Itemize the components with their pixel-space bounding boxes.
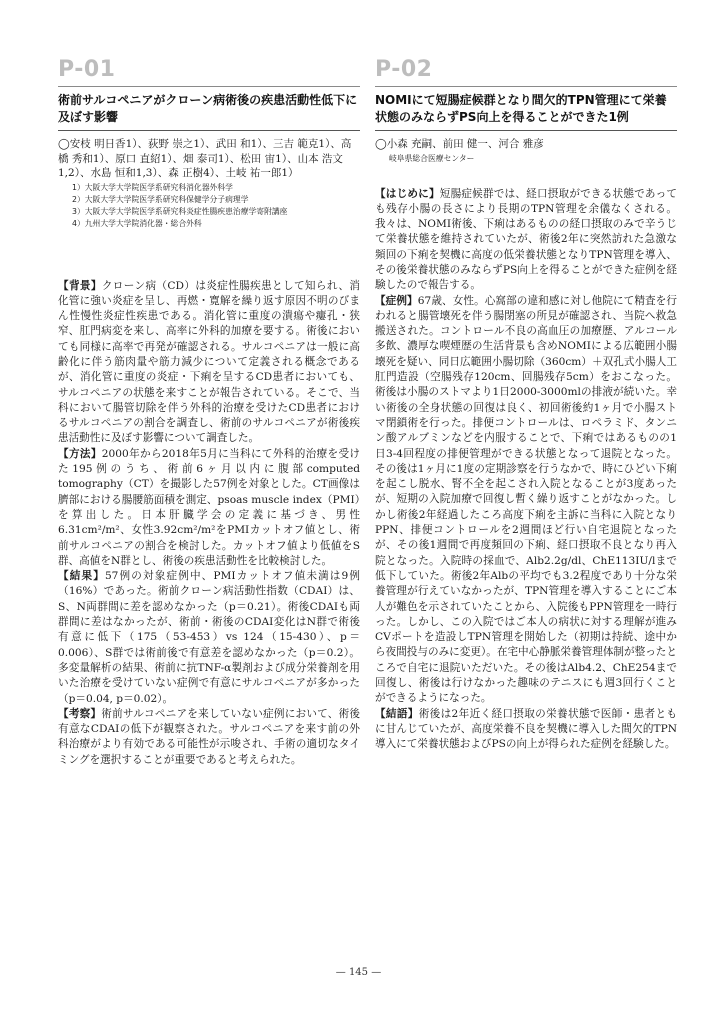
section-text: クローン病（CD）は炎症性腸疾患として知られ、消化管に強い炎症を呈し、再燃・寛解を繰り返す原因不明のびまん性慢性炎症性疾患である。消化管に重度の潰瘍や瘻孔・狭窄、肛門病変を来し、高率に外科的加療を要する。術後においても同様に高率で再発が確認される。サルコペニアは一般に高齢化に伴う筋肉量や筋力減少について定義される概念であるが、消化管に重度の炎症・下痢を呈するCD患者においても、サルコペニアの状態を来すことが報告されている。そこで、当科において腸管切除を伴う外科的治療を受けたCD患者におけるサルコペニアの割合を調査し、術前のサルコペニアが術後疾患活動性に及ぼす影響について調査した。: [58, 279, 360, 445]
section-label: 【背景】: [58, 279, 102, 292]
affiliation: 岐阜県総合医療センター: [389, 153, 475, 163]
code-divider: [375, 86, 677, 87]
title-divider: [58, 130, 360, 131]
abstract-body: [375, 187, 677, 753]
section-label: 【症例】: [375, 294, 418, 307]
section-label: 【はじめに】: [375, 187, 440, 200]
section-text: 57例の対象症例中、PMIカットオフ値未満は9例（16%）であった。術前クローン病活動性指数（CDAI）は、S、N両群間に差を認めなかった（p＝0.21）。術後CDAIも両群間に差はなかったが、術前・術後のCDAI変化はN群で術後有意に低下（175（53-453）vs 124（15-430）、p＝0.006）、S群では術前後で有意差を認めなかった（p＝0.2）。多変量解析の結果、術前に抗TNF-α製剤および成分栄養剤を用いた治療を受けていない症例で有意にサルコペニアが多かった（p＝0.04, p＝0.02）。: [58, 570, 361, 705]
author-list: ◯小森 充嗣、前田 健一、河合 雅彦: [375, 138, 544, 150]
abstract-p02: [375, 58, 677, 752]
section-label: 【方法】: [58, 447, 102, 460]
code-divider: [58, 86, 360, 87]
affiliation: 2）大阪大学大学院医学系研究科保健学分子病理学: [72, 194, 249, 204]
section-text: 2000年から2018年5月に当科にて外科的治療を受けた195例のうち、術前6ヶ月以内に腹部computed tomography（CT）を撮影した57例を対象とした。CT画像は臍部における腸腰筋面積を測定、psoas muscle index（PMI）を算出した。日本肝臓学会の定義に基づき、男性6.31cm²/m²、女性3.92cm²/m²をPMIカットオフ値とし、術前サルコペニアの割合を検討した。カットオフ値より低値をS群、高値をN群とし、術後の疾患活動性を比較検討した。: [58, 447, 361, 567]
title-divider: [375, 130, 677, 131]
affiliation: 3）大阪大学大学院医学系研究科炎症性腸疾患治療学寄附講座: [72, 206, 288, 216]
section-label: 【結語】: [375, 707, 419, 720]
abstract-code: P-01: [58, 57, 116, 82]
abstract-title: 術前サルコペニアがクローン病術後の疾患活動性低下に及ぼす影響: [58, 93, 358, 124]
affiliation: 4）九州大学大学院消化器・総合外科: [72, 218, 202, 228]
abstract-p01: [58, 58, 360, 768]
abstract-body: [58, 279, 360, 769]
page-number: — 145 —: [335, 967, 382, 978]
affiliation-list: [375, 153, 677, 165]
section-text: 67歳、女性。心窩部の違和感に対し他院にて精査を行われると腸管壊死を伴う腸閉塞の所見が確認され、当院へ救急搬送された。コントロール不良の高血圧の加療歴、アルコール多飲、濃厚な喫煙歴の生活背景も含めNOMIによる広範囲小腸壊死を疑い、同日広範囲小腸切除（360cm）＋双孔式小腸人工肛門造設（空腸残存120cm、回腸残存5cm）をおこなった。術後は小腸のストマより1日2000-3000mlの排液が続いた。幸い術後の全身状態の回復は良く、初回術後約1ヶ月で小腸ストマ閉鎖術を行った。排便コントロールは、ロペラミド、タンニン酸アルブミンなどを内服することで、下痢ではあるものの1日3-4回程度の排便管理ができる状態となって退院となった。その後は1ヶ月に1度の定期診察を行うなかで、時にひどい下痢を起こし脱水、腎不全を起こされ入院となることが3度あったが、短期の入院加療で回復し暫く繰り返すことがなかった。しかし術後2年経過したころ高度下痢を主訴に当科に入院となりPPN、排便コントロールを2週間ほど行い自宅退院となったが、その後1週間で再度頻回の下痢、経口摂取不良となり再入院となった。入院時の採血で、Alb2.2g/dl、ChE113IU/lまで低下していた。術後2年Albの平均でも3.2程度であり十分な栄養管理が行えていなかったが、TPN管理を導入することにご本人が難色を示されていたことから、入院後もPPN管理を一時行った。しかし、この入院ではご本人の病状に対する理解が進みCVポートを造設しTPN管理を開始した（初期は持続、途中から夜間投与のみに変更）。在宅中心静脈栄養管理体制が整ったところで自宅に退院いただいた。その後はAlb4.2、ChE254まで回復し、術後は行けなかった趣味のテニスにも週3回行くことができるようになった。: [375, 294, 678, 705]
abstract-title: NOMIにて短腸症候群となり間欠的TPN管理にて栄養状態のみならずPS向上を得ることができた1例: [375, 93, 667, 124]
affiliation: 1）大阪大学大学院医学系研究科消化器外科学: [72, 182, 233, 192]
abstract-code: P-02: [375, 57, 433, 82]
section-text: 術前サルコペニアを来していない症例において、術後有意なCDAIの低下が観察された。サルコペニアを来す前の外科治療がより有効である可能性が示唆され、手術の適切なタイミングを選択することが重要であると考えられた。: [58, 707, 360, 766]
section-results: [58, 569, 360, 707]
section-discussion: [58, 707, 360, 768]
section-label: 【考察】: [58, 707, 102, 720]
section-conclusion: [375, 707, 677, 753]
section-case: [375, 294, 677, 707]
affiliation-list: [58, 182, 360, 230]
section-background: [58, 279, 360, 447]
section-text: 短腸症候群では、経口摂取ができる状態であっても残存小腸の長さにより長期のTPN管理を余儀なくされる。我々は、NOMI術後、下痢はあるものの経口摂取のみで辛うじて栄養状態を維持されていたが、術後2年に突然訪れた急激な頻回の下痢を契機に高度の低栄養状態となりTPN管理を導入、その後栄養状態のみならずPS向上を得ることができた症例を経験したので報告する。: [375, 187, 677, 292]
section-text: 術後は2年近く経口摂取の栄養状態で医師・患者ともに甘んじていたが、高度栄養不良を契機に導入した間欠的TPN導入にて栄養状態およびPSの向上が得られた症例を経験した。: [375, 707, 677, 751]
section-methods: [58, 447, 360, 569]
section-introduction: [375, 187, 677, 294]
author-list: ◯安枝 明日香1）、荻野 崇之1）、武田 和1）、三吉 範克1）、高橋 秀和1）、原口 直紹1）、畑 泰司1）、松田 宙1）、山本 浩文1,2）、水島 恒和1,3）、森 正樹4）、土岐 祐一郎1）: [58, 138, 352, 179]
section-label: 【結果】: [58, 570, 105, 583]
